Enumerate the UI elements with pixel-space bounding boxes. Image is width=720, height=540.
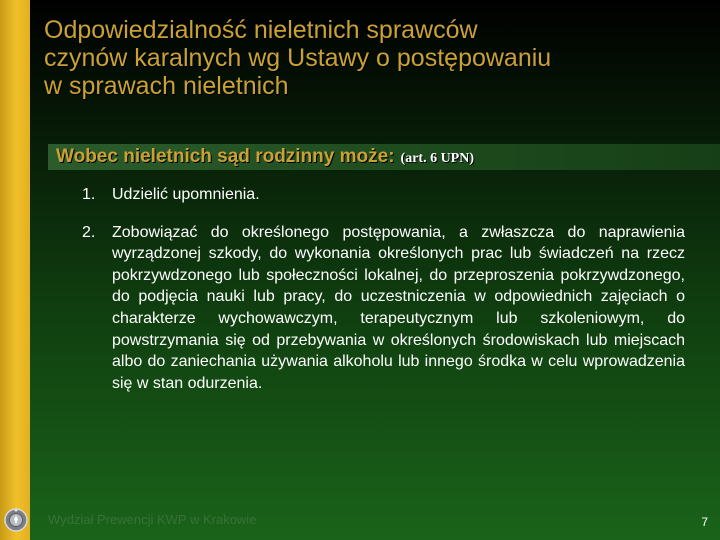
list-item-text: Udzielić upomnienia.: [112, 186, 260, 203]
subheading-reference: (art. 6 UPN): [400, 151, 475, 166]
list-item-number: 2.: [82, 223, 96, 241]
title-line-3: w sprawach nieletnich: [44, 72, 289, 100]
accent-sidebar: [0, 0, 30, 540]
title-line-2: czynów karalnych wg Ustawy o postępowaniu: [44, 44, 552, 72]
page-number: 7: [701, 515, 708, 529]
subheading: [56, 146, 474, 168]
footer-text: Wydział Prewencji KWP w Krakowie: [48, 512, 257, 527]
police-emblem-icon: [3, 506, 29, 534]
list-item: [82, 184, 685, 206]
list-item-text: Zobowiązać do określonego postępowania, a zwłaszcza do naprawienia wyrządzonej szkody, do wykonania określonych prac lub świadczeń na rzecz pokrzywdzonego lub społeczności lokalnej, do przeproszenia pokrzywdzonego, do podjęcia nauki lub pracy, do uczestniczenia w odpowiednich zajęciach o charakterze wychowawczym, terapeutycznym lub szkoleniowym, do powstrzymania się od przebywania w określonych środowiskach lub miejscach albo do zaniechania używania alkoholu lub innego środka w celu wprowadzenia się w stan odurzenia.: [112, 223, 685, 392]
subheading-text: Wobec nieletnich sąd rodzinny może:: [56, 146, 395, 167]
list-item-number: 1.: [82, 186, 96, 203]
list-item: [82, 222, 685, 395]
title-line-1: Odpowiedzialność nieletnich sprawców: [44, 16, 478, 44]
numbered-list: [82, 184, 685, 394]
slide-title: [44, 16, 684, 100]
